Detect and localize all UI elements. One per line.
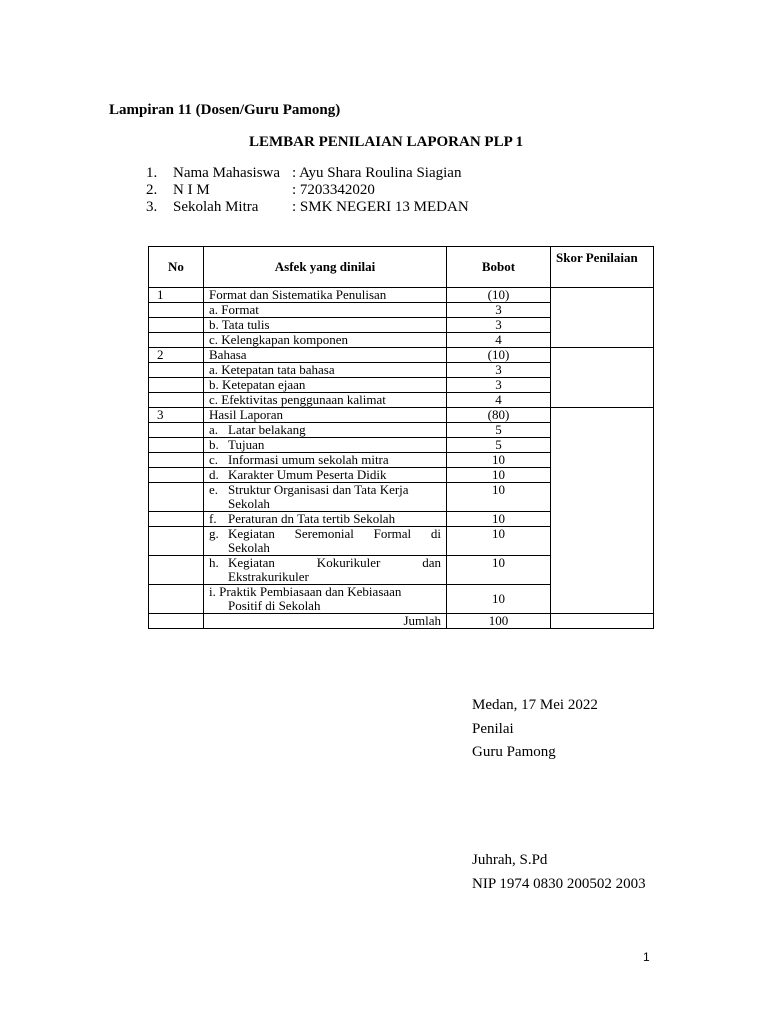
row-number-empty — [149, 423, 204, 438]
item-text-continued: Positif di Sekolah — [228, 598, 321, 613]
item-text-continued: Sekolah — [228, 540, 270, 555]
item-text: Struktur Organisasi dan Tata Kerja — [228, 482, 409, 497]
aspect-weight: 3 — [447, 303, 551, 318]
row-number-empty — [149, 393, 204, 408]
row-number-empty — [149, 363, 204, 378]
aspect-item — [204, 438, 447, 453]
aspect-weight: 3 — [447, 318, 551, 333]
item-marker: c. — [209, 452, 219, 467]
aspect-item: b. Ketepatan ejaan — [204, 378, 447, 393]
info-label: N I M — [173, 182, 210, 198]
aspect-weight: 10 — [447, 453, 551, 468]
item-text: Kegiatan Kokurikuler dan — [228, 555, 441, 570]
item-marker: a. — [209, 422, 219, 437]
row-number: 3 — [149, 408, 204, 423]
header-aspect: Asfek yang dinilai — [204, 247, 447, 288]
info-number: 1. — [146, 165, 158, 181]
aspect-item: b. Tata tulis — [204, 318, 447, 333]
info-label: Nama Mahasiswa — [173, 165, 281, 181]
item-text: Karakter Umum Peserta Didik — [228, 467, 387, 482]
assessment-table — [148, 246, 654, 629]
row-number-empty — [149, 527, 204, 556]
table-header-row — [149, 247, 654, 288]
item-marker: f. — [209, 511, 217, 526]
page-number: 1 — [643, 950, 650, 964]
item-text: Kegiatan Seremonial Formal di — [228, 526, 441, 541]
aspect-item — [204, 585, 447, 614]
aspect-weight: 4 — [447, 333, 551, 348]
aspect-group-title: Bahasa — [204, 348, 447, 363]
table-row — [149, 288, 654, 303]
aspect-weight: 10 — [447, 527, 551, 556]
aspect-item — [204, 483, 447, 512]
aspect-item — [204, 423, 447, 438]
table-row — [149, 348, 654, 363]
info-label: Sekolah Mitra — [173, 199, 259, 215]
score-cell[interactable] — [551, 408, 654, 614]
aspect-weight: 10 — [447, 556, 551, 585]
aspect-weight: 10 — [447, 585, 551, 614]
total-label: Jumlah — [204, 614, 447, 629]
aspect-weight: 3 — [447, 363, 551, 378]
attachment-heading: Lampiran 11 (Dosen/Guru Pamong) — [109, 102, 341, 118]
row-number-empty — [149, 614, 204, 629]
aspect-weight: (10) — [447, 288, 551, 303]
row-number-empty — [149, 378, 204, 393]
aspect-weight: 10 — [447, 483, 551, 512]
info-number: 2. — [146, 182, 158, 198]
aspect-item — [204, 556, 447, 585]
aspect-weight: 10 — [447, 512, 551, 527]
info-value: : 7203342020 — [292, 182, 375, 198]
aspect-item — [204, 453, 447, 468]
row-number-empty — [149, 483, 204, 512]
signature-name: Juhrah, S.Pd — [472, 852, 548, 868]
aspect-item — [204, 468, 447, 483]
aspect-item — [204, 512, 447, 527]
row-number-empty — [149, 585, 204, 614]
row-number-empty — [149, 333, 204, 348]
aspect-group-title: Hasil Laporan — [204, 408, 447, 423]
aspect-item: a. Ketepatan tata bahasa — [204, 363, 447, 378]
row-number-empty — [149, 512, 204, 527]
aspect-item: c. Kelengkapan komponen — [204, 333, 447, 348]
item-text: Latar belakang — [228, 422, 306, 437]
aspect-weight: 10 — [447, 468, 551, 483]
item-text: Tujuan — [228, 437, 265, 452]
document-title: LEMBAR PENILAIAN LAPORAN PLP 1 — [249, 134, 524, 150]
row-number-empty — [149, 453, 204, 468]
score-cell[interactable] — [551, 288, 654, 348]
signature-position: Guru Pamong — [472, 744, 556, 760]
aspect-weight: (10) — [447, 348, 551, 363]
signature-nip: NIP 1974 0830 200502 2003 — [472, 876, 646, 892]
row-number-empty — [149, 318, 204, 333]
row-number-empty — [149, 468, 204, 483]
item-marker: g. — [209, 526, 219, 541]
item-marker: h. — [209, 555, 219, 570]
aspect-weight: 4 — [447, 393, 551, 408]
item-text: i. Praktik Pembiasaan dan Kebiasaan — [209, 584, 402, 599]
signature-place-date: Medan, 17 Mei 2022 — [472, 697, 598, 713]
item-text: Peraturan dn Tata tertib Sekolah — [228, 511, 396, 526]
aspect-item: a. Format — [204, 303, 447, 318]
info-value: : Ayu Shara Roulina Siagian — [292, 165, 462, 181]
header-no: No — [149, 247, 204, 288]
row-number: 1 — [149, 288, 204, 303]
signature-role: Penilai — [472, 721, 514, 737]
total-score-cell[interactable] — [551, 614, 654, 629]
header-weight: Bobot — [447, 247, 551, 288]
item-text-continued: Sekolah — [228, 496, 270, 511]
item-marker: e. — [209, 482, 219, 497]
row-number-empty — [149, 303, 204, 318]
score-cell[interactable] — [551, 348, 654, 408]
row-number: 2 — [149, 348, 204, 363]
table-total-row — [149, 614, 654, 629]
table-row — [149, 408, 654, 423]
item-marker: d. — [209, 467, 219, 482]
item-marker: b. — [209, 437, 219, 452]
total-weight: 100 — [447, 614, 551, 629]
item-text-continued: Ekstrakurikuler — [228, 569, 309, 584]
aspect-item: c. Efektivitas penggunaan kalimat — [204, 393, 447, 408]
aspect-weight: 3 — [447, 378, 551, 393]
info-number: 3. — [146, 199, 158, 215]
aspect-weight: 5 — [447, 423, 551, 438]
row-number-empty — [149, 438, 204, 453]
info-value: : SMK NEGERI 13 MEDAN — [292, 199, 469, 215]
aspect-item — [204, 527, 447, 556]
row-number-empty — [149, 556, 204, 585]
item-text: Informasi umum sekolah mitra — [228, 452, 389, 467]
header-score: Skor Penilaian — [551, 247, 654, 288]
aspect-weight: 5 — [447, 438, 551, 453]
aspect-group-title: Format dan Sistematika Penulisan — [204, 288, 447, 303]
aspect-weight: (80) — [447, 408, 551, 423]
